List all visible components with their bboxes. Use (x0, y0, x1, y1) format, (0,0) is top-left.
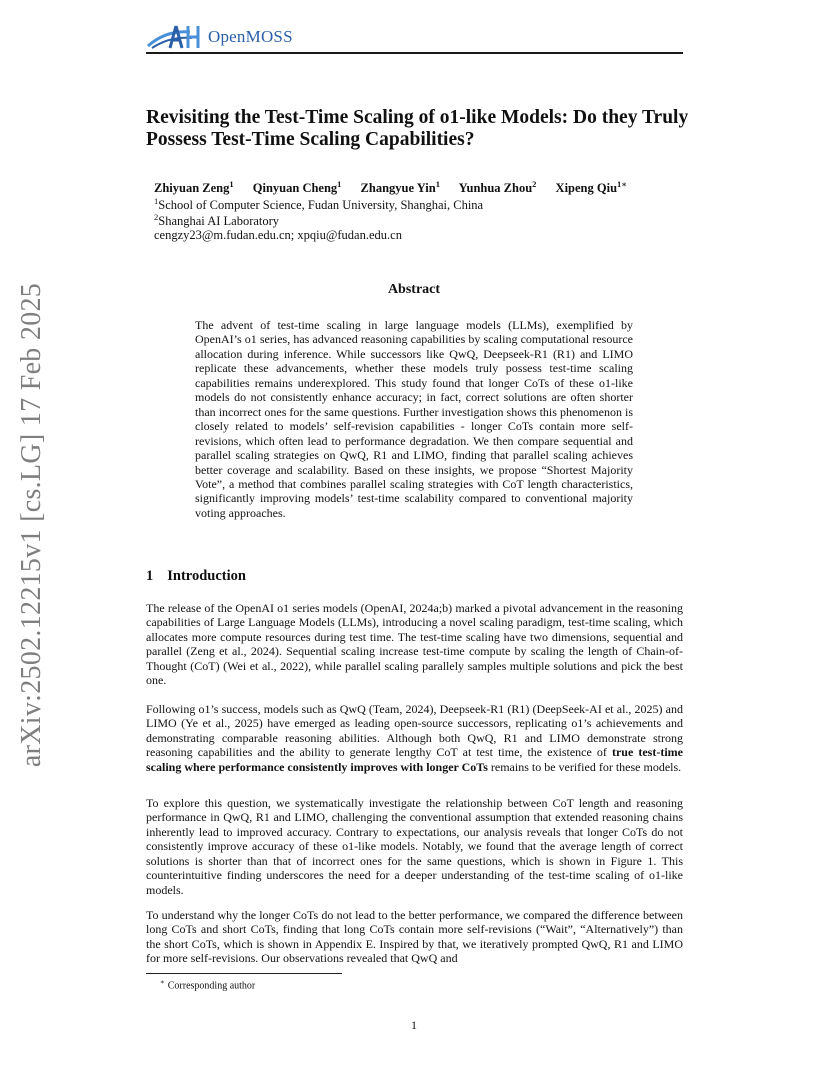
author: Zhiyuan Zeng$^1$ (154, 179, 234, 196)
section-heading (146, 568, 246, 585)
author: Yunhua Zhou$^2$ (458, 179, 537, 196)
affiliation-2: $^2$Shanghai AI Laboratory (154, 212, 280, 229)
paper-title: Revisiting the Test-Time Scaling of o1-like Models: Do they Truly Possess Test-Time Scaling Capabilities? (146, 107, 689, 150)
intro-paragraph-1: The release of the OpenAI o1 series models (OpenAI, 2024a;b) marked a pivotal advancement in the reasoning capabilities of Large Language Models (LLMs), introducing a novel scaling paradigm, test-time scaling, which allocates more compute resources during test time. The test-time scaling have two dimensions, sequential and parallel (Zeng et al., 2024). Sequential scaling increase test-time compute by scaling the length of Chain-of-Thought (CoT) (Wei et al., 2022), while parallel scaling parallely samples multiple solutions and pick the best one. (146, 601, 683, 688)
footnote: ∗ Corresponding author (160, 978, 256, 992)
author-emails: cengzy23@m.fudan.edu.cn; xpqiu@fudan.edu.cn (154, 228, 402, 242)
abstract-heading: Abstract (387, 282, 441, 297)
author: Xipeng Qiu$^{1∗}$ (555, 179, 628, 196)
section-title: Introduction (167, 568, 246, 584)
author-list (154, 179, 643, 196)
page-number: 1 (411, 1018, 417, 1032)
openmoss-logo (146, 22, 293, 52)
openmoss-logo-icon (146, 22, 206, 52)
section-number: 1 (146, 568, 154, 584)
intro-paragraph-4: To understand why the longer CoTs do not lead to the better performance, we compared the difference between long CoTs and short CoTs, finding that long CoTs contain more self-revisions (“Wait”, “Alternatively”) than the short CoTs, which is shown in Appendix E. Inspired by that, we iteratively prompted QwQ, R1 and LIMO for more self-revisions. Our observations revealed that QwQ and (146, 908, 683, 966)
footnote-rule (146, 973, 342, 974)
intro-paragraph-2: Following o1’s success, models such as QwQ (Team, 2024), Deepseek-R1 (R1) (DeepSeek-AI et al., 2025) and LIMO (Ye et al., 2025) have emerged as leading open-source successors, replicating o1’s achievements and demonstrating comparable reasoning abilities. Although both QwQ, R1 and LIMO demonstrate strong reasoning capabilities and the ability to generate lengthy CoT at test time, the existence of true test-time scaling where performance consistently improves with longer CoTs remains to be verified for these models. (146, 702, 683, 774)
abstract-text: The advent of test-time scaling in large language models (LLMs), exemplified by OpenAI’s o1 series, has advanced reasoning capabilities by scaling computational resource allocation during inference. While successors like QwQ, Deepseek-R1 (R1) and LIMO replicate these advancements, whether these models truly possess test-time scaling capabilities remains underexplored. This study found that longer CoTs of these o1-like models do not consistently enhance accuracy; in fact, correct solutions are often shorter than incorrect ones for the same questions. Further investigation shows this phenomenon is closely related to models’ self-revision capabilities - longer CoTs contain more self-revisions, which often lead to performance degradation. We then compare sequential and parallel scaling strategies on QwQ, R1 and LIMO, finding that parallel scaling achieves better coverage and scalability. Based on these insights, we propose “Shortest Majority Vote”, a method that combines parallel scaling strategies with CoT length characteristics, significantly improving models’ test-time scalability compared to conventional majority voting approaches. (195, 318, 633, 520)
author: Zhangyue Yin$^1$ (360, 179, 440, 196)
affiliation-1: $^1$School of Computer Science, Fudan University, Shanghai, China (154, 196, 484, 213)
arxiv-stamp (2, 282, 62, 768)
emphasis-text: true test-time scaling where performance consistently improves with longer CoTs (146, 745, 683, 774)
arxiv-stamp-text: arXiv:2502.12215v1 [cs.LG] 17 Feb 2025 (16, 282, 48, 768)
header-rule (146, 52, 683, 54)
author: Qinyuan Cheng$^1$ (252, 179, 342, 196)
intro-paragraph-3: To explore this question, we systematically investigate the relationship between CoT length and reasoning performance in QwQ, R1 and LIMO, challenging the conventional assumption that extended reasoning chains inherently lead to improved accuracy. Contrary to expectations, our analysis reveals that longer CoTs do not consistently improve accuracy of these o1-like models. Notably, we found that the average length of correct solutions is shorter than that of incorrect ones for the same questions, which is shown in Figure 1. This counterintuitive finding underscores the need for a deeper understanding of the test-time scaling of o1-like models. (146, 796, 683, 897)
logo-text: OpenMOSS (208, 27, 293, 46)
